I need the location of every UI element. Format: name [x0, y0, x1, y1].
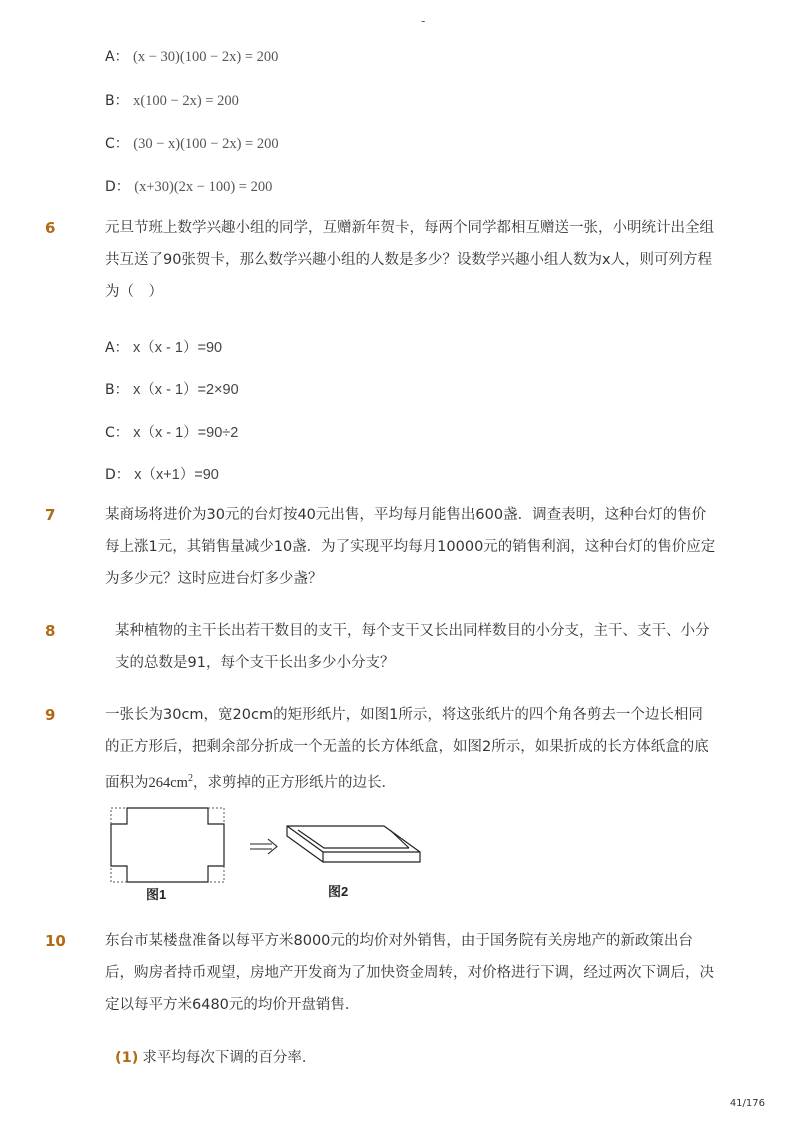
q5-option-b[interactable] — [105, 90, 239, 110]
figure2-label: 图2 — [328, 884, 349, 899]
q6-option-a[interactable] — [105, 336, 222, 357]
option-expression: (30 − x)(100 − 2x) = 200 — [133, 136, 279, 152]
arrow-icon — [250, 839, 277, 854]
header-mark: - — [421, 14, 426, 28]
subquestion-number: (1) — [115, 1050, 139, 1066]
figure2-box — [287, 826, 420, 862]
question-number-10: 10 — [45, 932, 66, 950]
option-label: C： — [105, 136, 129, 152]
option-label: D： — [105, 179, 130, 195]
question-6-text: 元旦节班上数学兴趣小组的同学，互赠新年贺卡，每两个同学都相互赠送一张，小明统计出全组共互送了90张贺卡，那么数学兴趣小组的人数是多少？设数学兴趣小组人数为x人，则可列方程为（ ） — [105, 220, 714, 300]
question-number-7: 7 — [45, 506, 56, 524]
option-label: D： — [105, 467, 130, 483]
page-number: 41/176 — [729, 1098, 765, 1109]
area-exponent: 2 — [187, 773, 193, 784]
option-expression: x（x - 1）=2×90 — [133, 382, 239, 398]
area-value: 264cm — [148, 774, 188, 791]
option-expression: (x+30)(2x − 100) = 200 — [134, 179, 273, 195]
option-expression: x（x - 1）=90÷2 — [133, 425, 239, 441]
figure1-sheet — [111, 808, 224, 882]
question-10-text: 东台市某楼盘准备以每平方米8000元的均价对外销售，由于国务院有关房地产的新政策出台后，购房者持币观望，房地产开发商为了加快资金周转，对价格进行下调，经过两次下调后，决定以每平方米6480元的均价开盘销售． — [105, 933, 714, 1013]
option-label: A： — [105, 340, 129, 356]
question-number-9: 9 — [45, 706, 56, 724]
question-number-8: 8 — [45, 622, 56, 640]
figure1-cut-corners — [111, 808, 224, 882]
option-expression: (x − 30)(100 − 2x) = 200 — [133, 49, 279, 65]
q6-option-b[interactable] — [105, 378, 239, 399]
option-label: B： — [105, 382, 129, 398]
subquestion-text: 求平均每次下调的百分率． — [142, 1050, 317, 1066]
question-9-body: 一张长为30cm，宽20cm的矩形纸片，如图1所示，将这张纸片的四个角各剪去一个边长相同的正方形后，把剩余部分折成一个无盖的长方体纸盒，如图2所示，如果折成的长方体纸盒的底面积为 — [105, 707, 709, 791]
option-expression: x（x - 1）=90 — [133, 340, 223, 356]
question-number-6: 6 — [45, 219, 56, 237]
option-expression: x(100 − 2x) = 200 — [133, 93, 239, 109]
option-label: C： — [105, 425, 129, 441]
q5-option-c[interactable] — [105, 133, 279, 153]
question-9-text — [105, 699, 717, 799]
option-expression: x（x+1）=90 — [134, 467, 219, 483]
figure1-label: 图1 — [146, 887, 167, 902]
q10-subquestion-1 — [115, 1046, 316, 1067]
q6-option-d[interactable] — [105, 463, 219, 484]
q6-option-c[interactable] — [105, 421, 238, 442]
option-label: B： — [105, 93, 129, 109]
option-label: A： — [105, 49, 129, 65]
q9-figure — [100, 800, 430, 905]
question-8-text: 某种植物的主干长出若干数目的支干，每个支干又长出同样数目的小分支，主干、支干、小分支的总数是91，每个支干长出多少小分支？ — [115, 623, 710, 671]
question-7-text: 某商场将进价为30元的台灯按40元出售，平均每月能售出600盏．调查表明，这种台灯的售价每上涨1元，其销售量减少10盏．为了实现平均每月10000元的销售利润，这种台灯的售价应定为多少元？这时应进台灯多少盏？ — [105, 507, 716, 587]
q5-option-d[interactable] — [105, 176, 272, 196]
question-9-end: ，求剪掉的正方形纸片的边长． — [192, 774, 396, 791]
q5-option-a[interactable] — [105, 46, 278, 66]
